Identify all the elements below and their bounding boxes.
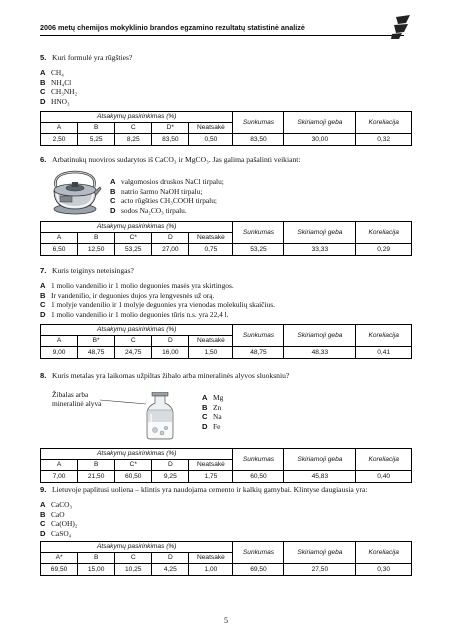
answer-header: D (152, 233, 189, 244)
question-number: 5. (40, 53, 47, 62)
option-c: C acto rūgšties CH₃COOH tirpalu; (110, 196, 217, 205)
question-title (40, 484, 412, 495)
answer-header: A* (41, 553, 78, 564)
value-cell: 0,41 (356, 347, 412, 359)
value-cell: 0,40 (356, 471, 412, 483)
stats-table (40, 448, 412, 483)
no-answer-header: Neatsakė (189, 336, 233, 347)
value-cell: 27,00 (152, 244, 189, 256)
correlation-header: Koreliacija (356, 325, 412, 347)
answer-header: A (41, 123, 78, 134)
value-cell: 24,75 (115, 347, 152, 359)
answer-header: B* (78, 336, 115, 347)
stats-table (40, 541, 412, 576)
difficulty-header: Sunkumas (233, 112, 284, 134)
answer-header: B (78, 123, 115, 134)
no-answer-header: Neatsakė (189, 460, 233, 471)
selected-header: Atsakymų pasirinkimas (%) (41, 449, 233, 460)
question-text: Arbatinukų nuoviros sudarytos iš CaCO₃ ir MgCO₃. Jas galima pašalinti veikiant: (52, 155, 301, 164)
value-cell: 27,50 (284, 564, 356, 576)
option-a: A Mg (202, 393, 224, 402)
no-answer-header: Neatsakė (189, 553, 233, 564)
value-cell: 45,83 (284, 471, 356, 483)
correlation-header: Koreliacija (356, 542, 412, 564)
question-number: 6. (40, 155, 47, 164)
option-a: A CaCO₃ (40, 500, 73, 509)
options-list (110, 177, 224, 215)
value-cell: 60,50 (115, 471, 152, 483)
value-cell: 0,75 (189, 244, 233, 256)
answer-header: C (115, 336, 152, 347)
value-cell: 4,25 (152, 564, 189, 576)
value-cell: 83,50 (233, 134, 284, 146)
option-d: D 1 molio vandenilio ir 1 molio deguonies tūris n.s. yra 22,4 l. (40, 309, 229, 319)
difficulty-header: Sunkumas (233, 449, 284, 471)
selected-header: Atsakymų pasirinkimas (%) (41, 222, 233, 233)
option-b: B Ir vandenilio, ir deguonies dujos yra lengvesnės už orą. (40, 290, 215, 300)
question-title (40, 370, 412, 381)
options-list (40, 68, 412, 106)
answer-header: D (152, 336, 189, 347)
value-cell: 10,25 (115, 564, 152, 576)
difficulty-header: Sunkumas (233, 542, 284, 564)
stats-table (40, 111, 412, 146)
answer-header: C* (115, 233, 152, 244)
option-c: C CH₃NH₂ (40, 87, 78, 96)
options-list (40, 500, 412, 538)
answer-header: D* (152, 123, 189, 134)
option-d: D Fe (202, 421, 221, 431)
value-cell: 69,50 (233, 564, 284, 576)
exam-center-logo-icon (390, 14, 412, 40)
option-c: C Ca(OH)₂ (40, 519, 78, 528)
no-answer-header: Neatsakė (189, 233, 233, 244)
value-cell: 8,25 (115, 134, 152, 146)
answer-header: A (41, 336, 78, 347)
option-d: D CaSO₄ (40, 528, 72, 538)
question-5 (40, 52, 412, 146)
question-title (40, 265, 412, 276)
question-6 (40, 154, 412, 253)
value-cell: 7,00 (41, 471, 78, 483)
value-cell: 1,50 (189, 347, 233, 359)
question-text: Kuris metalas yra laikomas užpiltas žibalo arba mineralinės alyvos sluoksniu? (52, 371, 290, 380)
stats-table (40, 324, 412, 359)
option-d: D sodos Na₂CO₃ tirpalu. (110, 205, 187, 215)
option-b: B CaO (40, 509, 65, 519)
selected-header: Atsakymų pasirinkimas (%) (41, 325, 233, 336)
selected-header: Atsakymų pasirinkimas (%) (41, 112, 233, 123)
no-answer-header: Neatsakė (189, 123, 233, 134)
discrimination-header: Skiriamoji geba (284, 542, 356, 564)
value-cell: 0,50 (189, 134, 233, 146)
answer-header: B (78, 233, 115, 244)
option-b: B natrio šarmo NaOH tirpalu; (110, 186, 203, 196)
option-a: A valgomosios druskos NaCl tirpalu; (110, 177, 224, 186)
value-cell: 33,33 (284, 244, 356, 256)
value-cell: 53,25 (115, 244, 152, 256)
question-8 (40, 370, 412, 480)
value-cell: 0,29 (356, 244, 412, 256)
answer-header: B (78, 553, 115, 564)
value-cell: 2,50 (41, 134, 78, 146)
correlation-header: Koreliacija (356, 449, 412, 471)
correlation-header: Koreliacija (356, 112, 412, 134)
option-c: C 1 molyje vandenilio ir 1 molyje deguonies yra vienodas molekulių skaičius. (40, 300, 275, 309)
answer-header: C* (115, 460, 152, 471)
option-b: B Zn (202, 402, 222, 412)
value-cell: 53,25 (233, 244, 284, 256)
correlation-header: Koreliacija (356, 222, 412, 244)
value-cell: 0,32 (356, 134, 412, 146)
bottle-label: Žibalas arba mineralinė alyva (52, 390, 102, 408)
question-number: 7. (40, 266, 47, 275)
option-a: A CH₄ (40, 68, 64, 77)
stats-table (40, 221, 412, 256)
value-cell: 48,75 (233, 347, 284, 359)
value-cell: 16,00 (152, 347, 189, 359)
value-cell: 5,25 (78, 134, 115, 146)
option-a: A 1 molio vandenilio ir 1 molio deguonies masės yra skirtingos. (40, 281, 234, 290)
value-cell: 12,50 (78, 244, 115, 256)
value-cell: 48,33 (284, 347, 356, 359)
options-list (202, 393, 223, 431)
answer-header: A (41, 233, 78, 244)
difficulty-header: Sunkumas (233, 325, 284, 347)
discrimination-header: Skiriamoji geba (284, 325, 356, 347)
question-text: Lietuvoje paplitusi uoliena – klintis yra naudojama cemento ir kalkių gamybai. Klintyse daugiausia yra: (52, 485, 368, 494)
discrimination-header: Skiriamoji geba (284, 449, 356, 471)
page-number: 5 (224, 616, 228, 625)
value-cell: 1,00 (189, 564, 233, 576)
question-9 (40, 484, 412, 576)
difficulty-header: Sunkumas (233, 222, 284, 244)
value-cell: 21,50 (78, 471, 115, 483)
header-rule (40, 35, 404, 36)
value-cell: 15,00 (78, 564, 115, 576)
value-cell: 60,50 (233, 471, 284, 483)
selected-header: Atsakymų pasirinkimas (%) (41, 542, 233, 553)
question-number: 9. (40, 485, 47, 494)
discrimination-header: Skiriamoji geba (284, 112, 356, 134)
page-header (40, 14, 412, 36)
header-title: 2006 metų chemijos mokyklinio brandos egzamino rezultatų statistinė analizė (40, 23, 305, 32)
value-cell: 48,75 (78, 347, 115, 359)
answer-header: C (115, 553, 152, 564)
answer-header: D (152, 460, 189, 471)
kettle-illustration-icon (48, 169, 102, 215)
question-text: Kuri formulė yra rūgšties? (52, 53, 133, 62)
question-number: 8. (40, 371, 47, 380)
question-title (40, 52, 412, 63)
discrimination-header: Skiriamoji geba (284, 222, 356, 244)
answer-header: C (115, 123, 152, 134)
option-b: B NH₄Cl (40, 77, 72, 87)
value-cell: 83,50 (152, 134, 189, 146)
option-c: C Na (202, 412, 222, 421)
question-text: Kuris teiginys neteisingas? (52, 266, 134, 275)
value-cell: 30,00 (284, 134, 356, 146)
value-cell: 1,75 (189, 471, 233, 483)
value-cell: 9,00 (41, 347, 78, 359)
value-cell: 6,50 (41, 244, 78, 256)
answer-header: B (78, 460, 115, 471)
answer-header: D (152, 553, 189, 564)
question-7 (40, 265, 412, 359)
value-cell: 69,50 (41, 564, 78, 576)
option-d: D HNO₃ (40, 96, 70, 106)
options-list (40, 281, 412, 319)
answer-header: A (41, 460, 78, 471)
value-cell: 9,25 (152, 471, 189, 483)
value-cell: 0,30 (356, 564, 412, 576)
question-title (40, 154, 412, 165)
